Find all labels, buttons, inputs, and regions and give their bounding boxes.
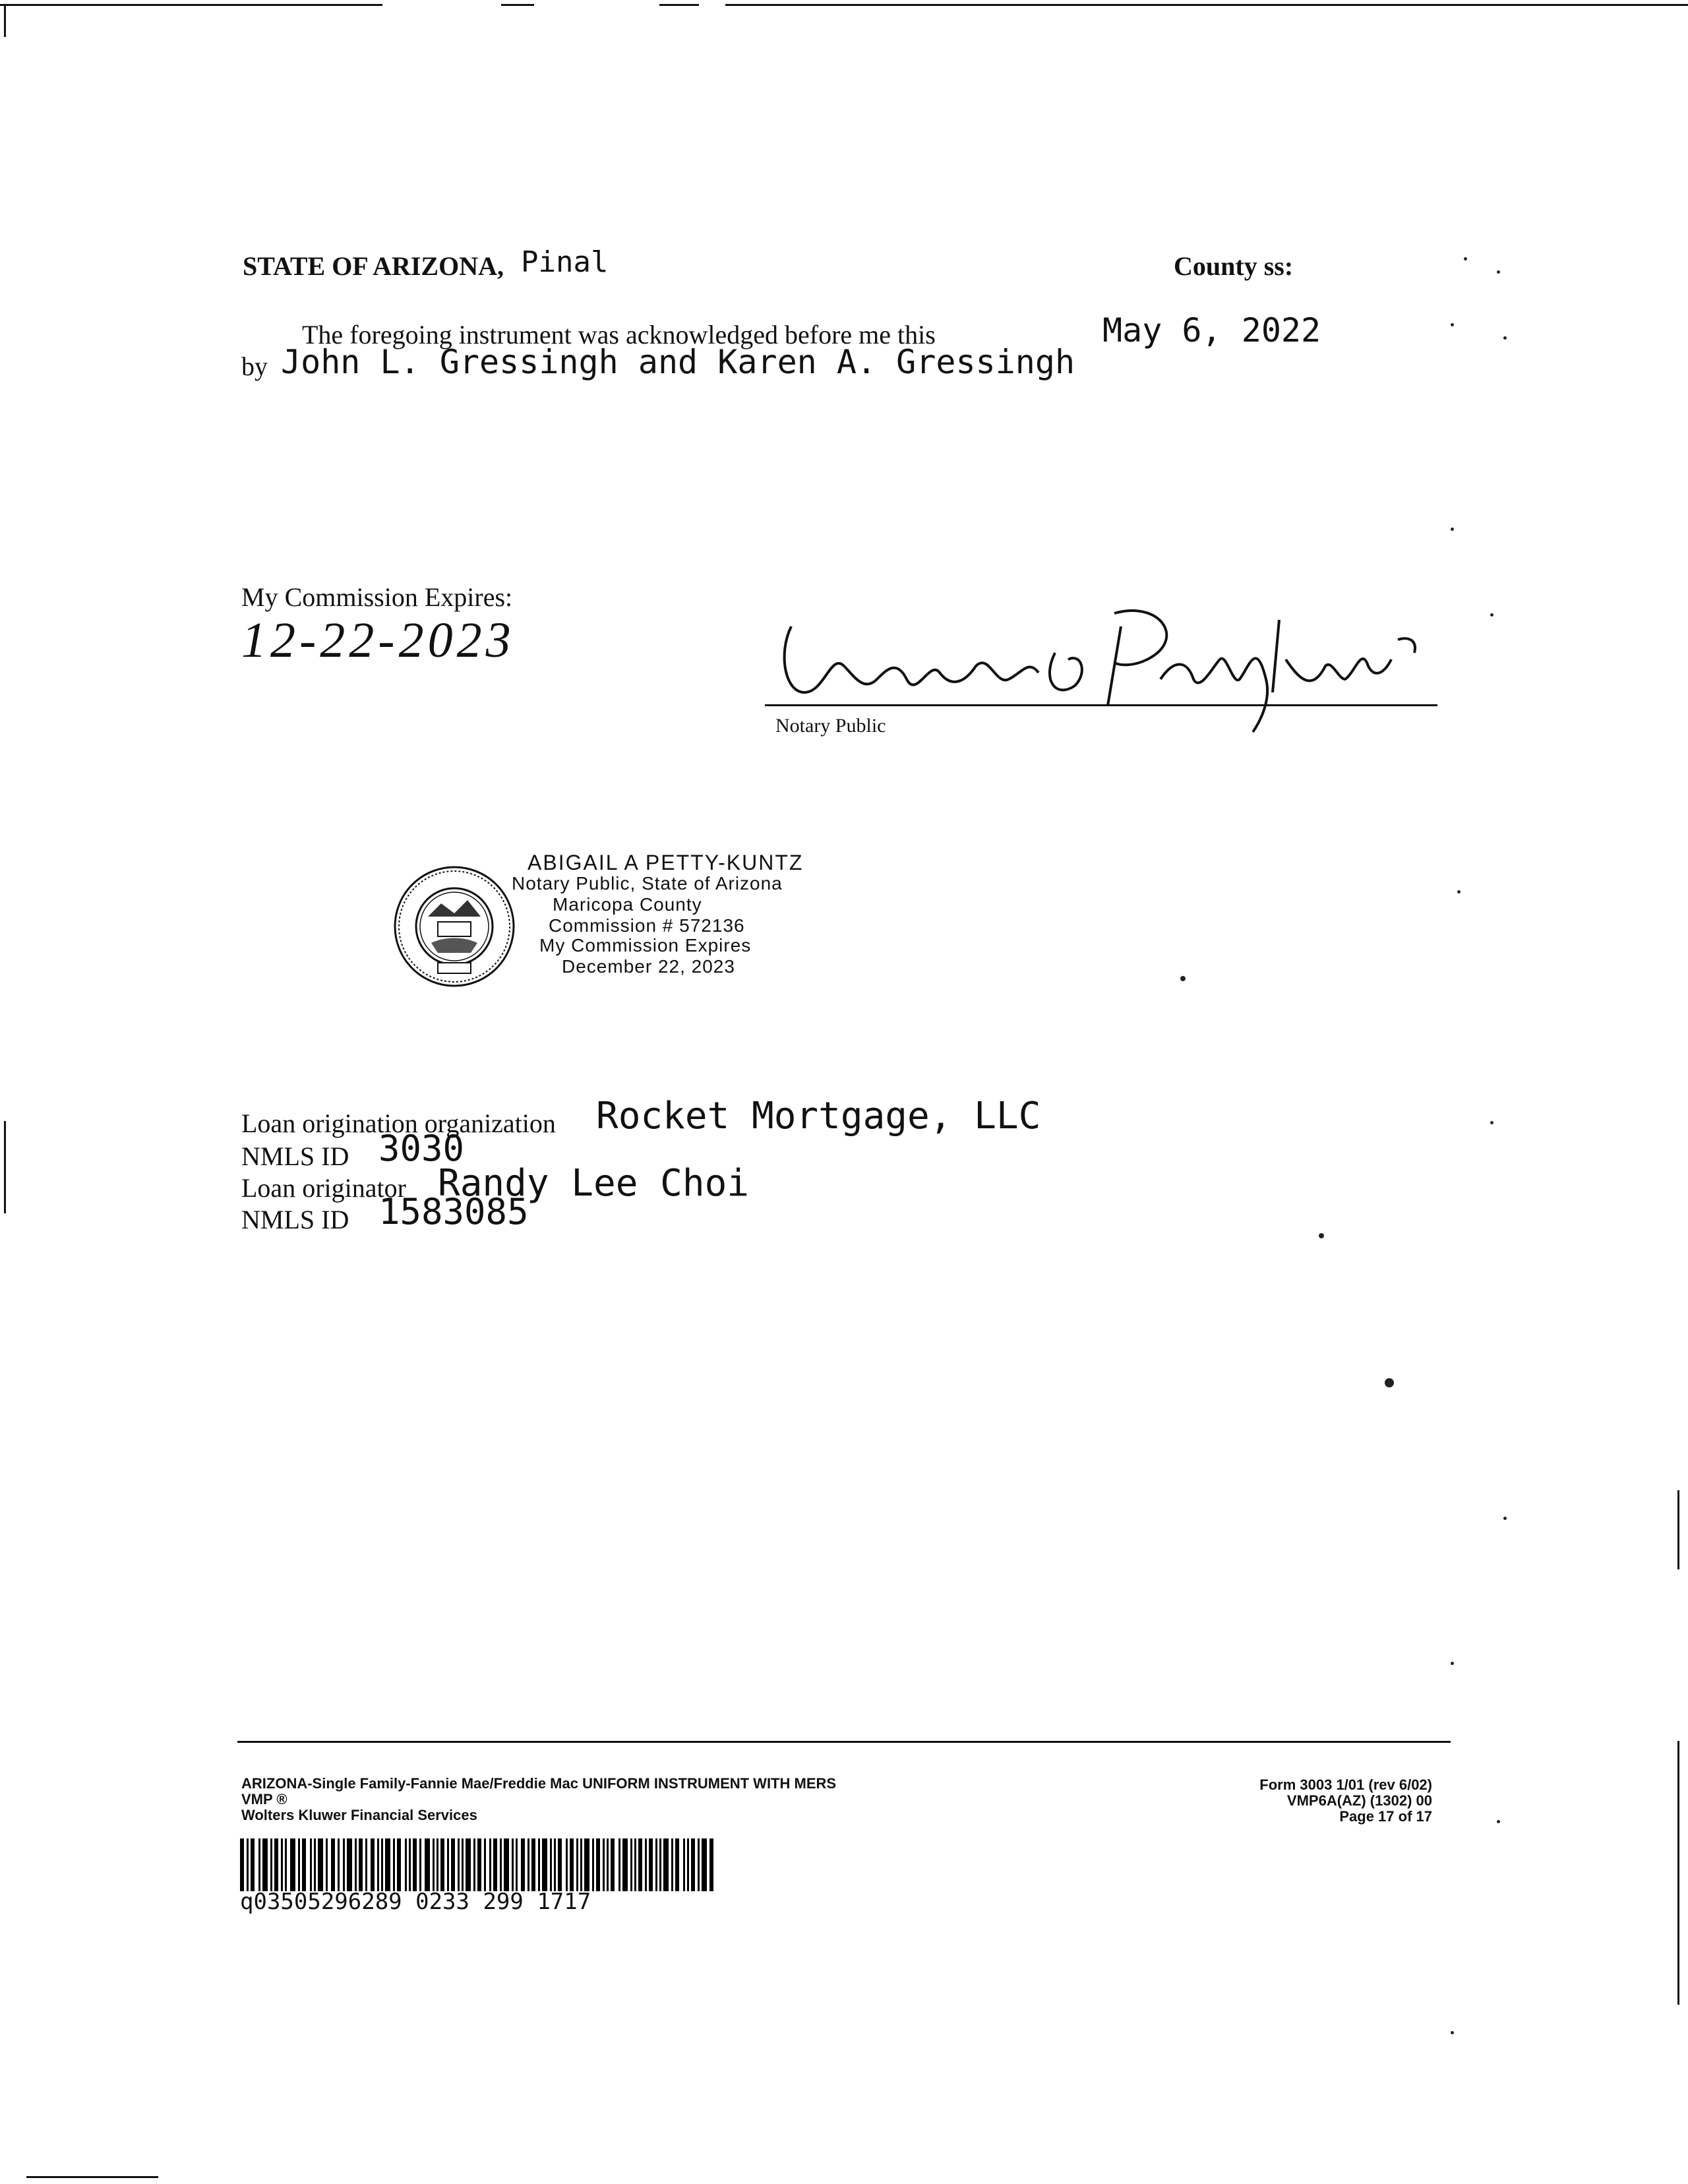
- state-label: STATE OF ARIZONA,: [243, 251, 504, 281]
- stamp-line-title: Notary Public, State of Arizona: [512, 873, 783, 894]
- signers-names: John L. Gressingh and Karen A. Gressingh: [281, 343, 1075, 381]
- loan-originator-label: Loan originator: [241, 1173, 406, 1203]
- county-name: Pinal: [521, 245, 609, 279]
- stamp-line-county: Maricopa County: [553, 894, 702, 915]
- stamp-line-name: ABIGAIL A PETTY-KUNTZ: [528, 851, 804, 874]
- scan-edge-top-line: [725, 4, 1688, 6]
- footer-form-number: Form 3003 1/01 (rev 6/02): [1259, 1776, 1432, 1793]
- county-label: County ss:: [1174, 251, 1294, 281]
- loan-org-label: Loan origination organization: [241, 1108, 556, 1138]
- nmls-org-value: 3030: [378, 1128, 465, 1169]
- scan-edge-right-line: [1677, 1490, 1679, 1569]
- barcode-number: q03505296289 0233 299 1717: [240, 1889, 591, 1915]
- acknowledgment-date: May 6, 2022: [1102, 311, 1321, 349]
- scan-speck: [1451, 528, 1454, 531]
- stamp-line-expires-label: My Commission Expires: [539, 935, 752, 956]
- scan-speck: [1464, 257, 1467, 260]
- footer-vmp-code: VMP6A(AZ) (1302) 00: [1286, 1792, 1432, 1809]
- scan-speck: [1451, 2031, 1454, 2034]
- scan-speck: [1497, 270, 1500, 274]
- footer-page-number: Page 17 of 17: [1339, 1808, 1432, 1825]
- nmls-org-label: NMLS ID: [241, 1141, 349, 1171]
- scan-speck: [1503, 336, 1507, 340]
- handwritten-expiration-date: 12-22-2023: [241, 613, 515, 668]
- arizona-state-seal-icon: [392, 864, 517, 989]
- footer-rule: [237, 1741, 1451, 1743]
- nmls-originator-label: NMLS ID: [241, 1205, 349, 1234]
- notary-public-label: Notary Public: [775, 715, 886, 737]
- scan-speck: [1503, 1517, 1507, 1520]
- commission-label: My Commission Expires:: [241, 582, 513, 612]
- footer-form-description: ARIZONA-Single Family-Fannie Mae/Freddie Mac UNIFORM INSTRUMENT WITH MERS: [241, 1775, 837, 1792]
- scan-speck: [1451, 323, 1454, 326]
- scan-speck: [1319, 1233, 1324, 1238]
- scan-speck: [1490, 1121, 1493, 1124]
- scan-speck: [1451, 1662, 1454, 1665]
- loan-org-value: Rocket Mortgage, LLC: [596, 1095, 1041, 1138]
- notary-signature-line: [765, 704, 1437, 706]
- stamp-line-commission-number: Commission # 572136: [549, 915, 745, 936]
- scan-edge-top-line: [659, 4, 699, 6]
- scan-edge-bottom-line: [26, 2176, 158, 2178]
- by-label: by: [241, 351, 268, 381]
- scan-edge-top-line: [0, 4, 382, 6]
- footer-vmp: VMP ®: [241, 1791, 287, 1807]
- loan-originator-value: Randy Lee Choi: [438, 1162, 750, 1205]
- footer-publisher: Wolters Kluwer Financial Services: [241, 1807, 477, 1823]
- stamp-line-expires-date: December 22, 2023: [562, 956, 735, 977]
- scan-speck: [1180, 976, 1186, 981]
- scan-edge-left-line: [4, 1121, 6, 1213]
- scan-edge-right-line: [1677, 1741, 1679, 2005]
- acknowledgment-intro: The foregoing instrument was acknowledged before me this: [302, 320, 936, 349]
- scan-speck: [1385, 1378, 1394, 1387]
- barcode: [240, 1838, 715, 1891]
- scan-edge-top-line: [501, 4, 534, 6]
- scan-speck: [1497, 1820, 1500, 1823]
- scan-speck: [1457, 890, 1461, 894]
- scan-edge-left-line: [4, 4, 6, 37]
- nmls-originator-value: 1583085: [378, 1191, 529, 1232]
- scan-speck: [1490, 613, 1493, 617]
